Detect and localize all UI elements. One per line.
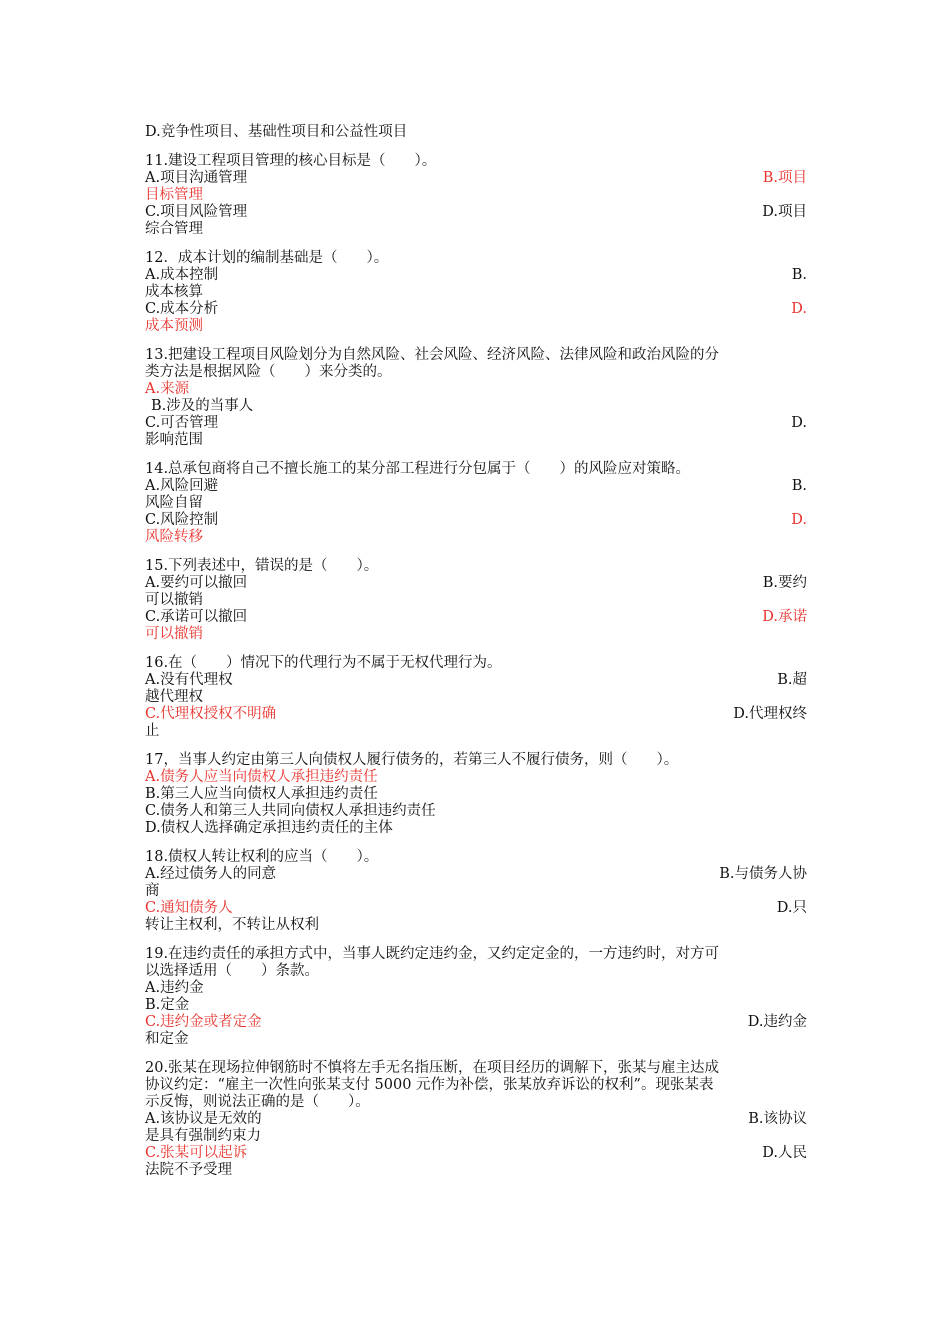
option-b: B.第三人应当向债权人承担违约责任 bbox=[145, 786, 378, 802]
option-d-continuation: 转让主权利，不转让从权利 bbox=[145, 917, 319, 933]
option-a: A.风险回避 bbox=[145, 478, 219, 494]
option-a: A.成本控制 bbox=[145, 267, 219, 283]
option-b-answer: B.项目 bbox=[762, 170, 807, 186]
question-18 bbox=[145, 849, 807, 934]
option-b-continuation: 风险自留 bbox=[145, 495, 203, 511]
option-c: C.承诺可以撤回 bbox=[145, 609, 248, 625]
option-b: B.定金 bbox=[145, 997, 190, 1013]
option-a-answer: A.债务人应当向债权人承担违约责任 bbox=[145, 769, 378, 785]
option-d: D.债权人选择确定承担违约责任的主体 bbox=[145, 820, 393, 836]
option-b: B.与债务人协 bbox=[719, 866, 807, 882]
option-c-answer: C.张某可以起诉 bbox=[145, 1145, 248, 1161]
carry-over-option: D.竞争性项目、基础性项目和公益性项目 bbox=[145, 124, 408, 140]
option-b-continuation: 越代理权 bbox=[145, 689, 203, 705]
option-b-continuation: 可以撤销 bbox=[145, 592, 203, 608]
question-stem: 17，当事人约定由第三人向债权人履行债务的，若第三人不履行债务，则（ ）。 bbox=[145, 752, 679, 768]
option-b: B.要约 bbox=[762, 575, 807, 591]
question-stem-line-1: 20.张某在现场拉伸钢筋时不慎将左手无名指压断，在项目经历的调解下，张某与雇主达成 bbox=[145, 1060, 720, 1076]
question-13 bbox=[145, 347, 807, 449]
question-stem-line-2: 协议约定：“雇主一次性向张某支付 5000 元作为补偿，张某放弃诉讼的权利”。现张某表 bbox=[145, 1077, 714, 1093]
question-11 bbox=[145, 153, 807, 238]
option-a: A.要约可以撤回 bbox=[145, 575, 248, 591]
option-b: B. bbox=[791, 478, 807, 494]
option-c-answer: C.通知债务人 bbox=[145, 900, 233, 916]
option-c: C.成本分析 bbox=[145, 301, 219, 317]
option-b: B.超 bbox=[777, 672, 807, 688]
question-15 bbox=[145, 558, 807, 643]
option-d: D.违约金 bbox=[747, 1014, 807, 1030]
option-a: A.项目沟通管理 bbox=[145, 170, 248, 186]
option-c: C.债务人和第三人共同向债权人承担违约责任 bbox=[145, 803, 436, 819]
question-stem-line-1: 13.把建设工程项目风险划分为自然风险、社会风险、经济风险、法律风险和政治风险的分 bbox=[145, 347, 720, 363]
option-b-continuation: 目标管理 bbox=[145, 187, 203, 203]
question-stem-line-3: 示反悔，则说法正确的是（ ）。 bbox=[145, 1094, 370, 1110]
question-stem: 16.在（ ）情况下的代理行为不属于无权代理行为。 bbox=[145, 655, 502, 671]
option-b: B.涉及的当事人 bbox=[151, 398, 254, 414]
option-c: C.可否管理 bbox=[145, 415, 219, 431]
option-a: A.没有代理权 bbox=[145, 672, 233, 688]
question-stem: 12．成本计划的编制基础是（ ）。 bbox=[145, 250, 389, 266]
option-d: D.只 bbox=[776, 900, 807, 916]
option-b: B.该协议 bbox=[748, 1111, 807, 1127]
option-d-answer: D. bbox=[791, 512, 807, 528]
option-d: D.代理权终 bbox=[733, 706, 807, 722]
question-17 bbox=[145, 752, 807, 837]
question-12 bbox=[145, 250, 807, 335]
question-stem: 11.建设工程项目管理的核心目标是（ ）。 bbox=[145, 153, 437, 169]
option-c-answer: C.代理权授权不明确 bbox=[145, 706, 277, 722]
question-16 bbox=[145, 655, 807, 740]
option-b-continuation: 成本核算 bbox=[145, 284, 203, 300]
question-stem: 15.下列表述中，错误的是（ ）。 bbox=[145, 558, 379, 574]
option-b: B. bbox=[791, 267, 807, 283]
option-d-continuation: 法院不予受理 bbox=[145, 1162, 232, 1178]
question-20 bbox=[145, 1060, 807, 1179]
option-d: D.人民 bbox=[762, 1145, 807, 1161]
option-d: D.项目 bbox=[762, 204, 807, 220]
question-stem-line-2: 类方法是根据风险（ ）来分类的。 bbox=[145, 364, 392, 380]
option-d-continuation: 成本预测 bbox=[145, 318, 203, 334]
option-a: A.经过债务人的同意 bbox=[145, 866, 277, 882]
option-d: D. bbox=[791, 415, 807, 431]
option-d-answer: D. bbox=[791, 301, 807, 317]
option-a: A.违约金 bbox=[145, 980, 204, 996]
question-19 bbox=[145, 946, 807, 1048]
question-stem-line-1: 19.在违约责任的承担方式中，当事人既约定违约金，又约定定金的，一方违约时，对方可 bbox=[145, 946, 720, 962]
option-d-continuation: 止 bbox=[145, 723, 160, 739]
option-a: A.该协议是无效的 bbox=[145, 1111, 262, 1127]
question-stem-line-2: 以选择适用（ ）条款。 bbox=[145, 963, 319, 979]
question-stem: 14.总承包商将自己不擅长施工的某分部工程进行分包属于（ ）的风险应对策略。 bbox=[145, 461, 691, 477]
question-stem: 18.债权人转让权利的应当（ ）。 bbox=[145, 849, 379, 865]
option-c: C.风险控制 bbox=[145, 512, 219, 528]
question-14 bbox=[145, 461, 807, 546]
document-page bbox=[145, 120, 807, 1191]
option-d-continuation: 风险转移 bbox=[145, 529, 203, 545]
option-c-answer: C.违约金或者定金 bbox=[145, 1014, 262, 1030]
option-b-continuation: 商 bbox=[145, 883, 160, 899]
option-d-continuation: 可以撤销 bbox=[145, 626, 203, 642]
option-d-answer: D.承诺 bbox=[762, 609, 807, 625]
option-b-continuation: 是具有强制约束力 bbox=[145, 1128, 261, 1144]
option-d-continuation: 综合管理 bbox=[145, 221, 203, 237]
option-a-answer: A.来源 bbox=[145, 381, 190, 397]
option-d-continuation: 和定金 bbox=[145, 1031, 189, 1047]
option-c: C.项目风险管理 bbox=[145, 204, 248, 220]
option-d-continuation: 影响范围 bbox=[145, 432, 203, 448]
